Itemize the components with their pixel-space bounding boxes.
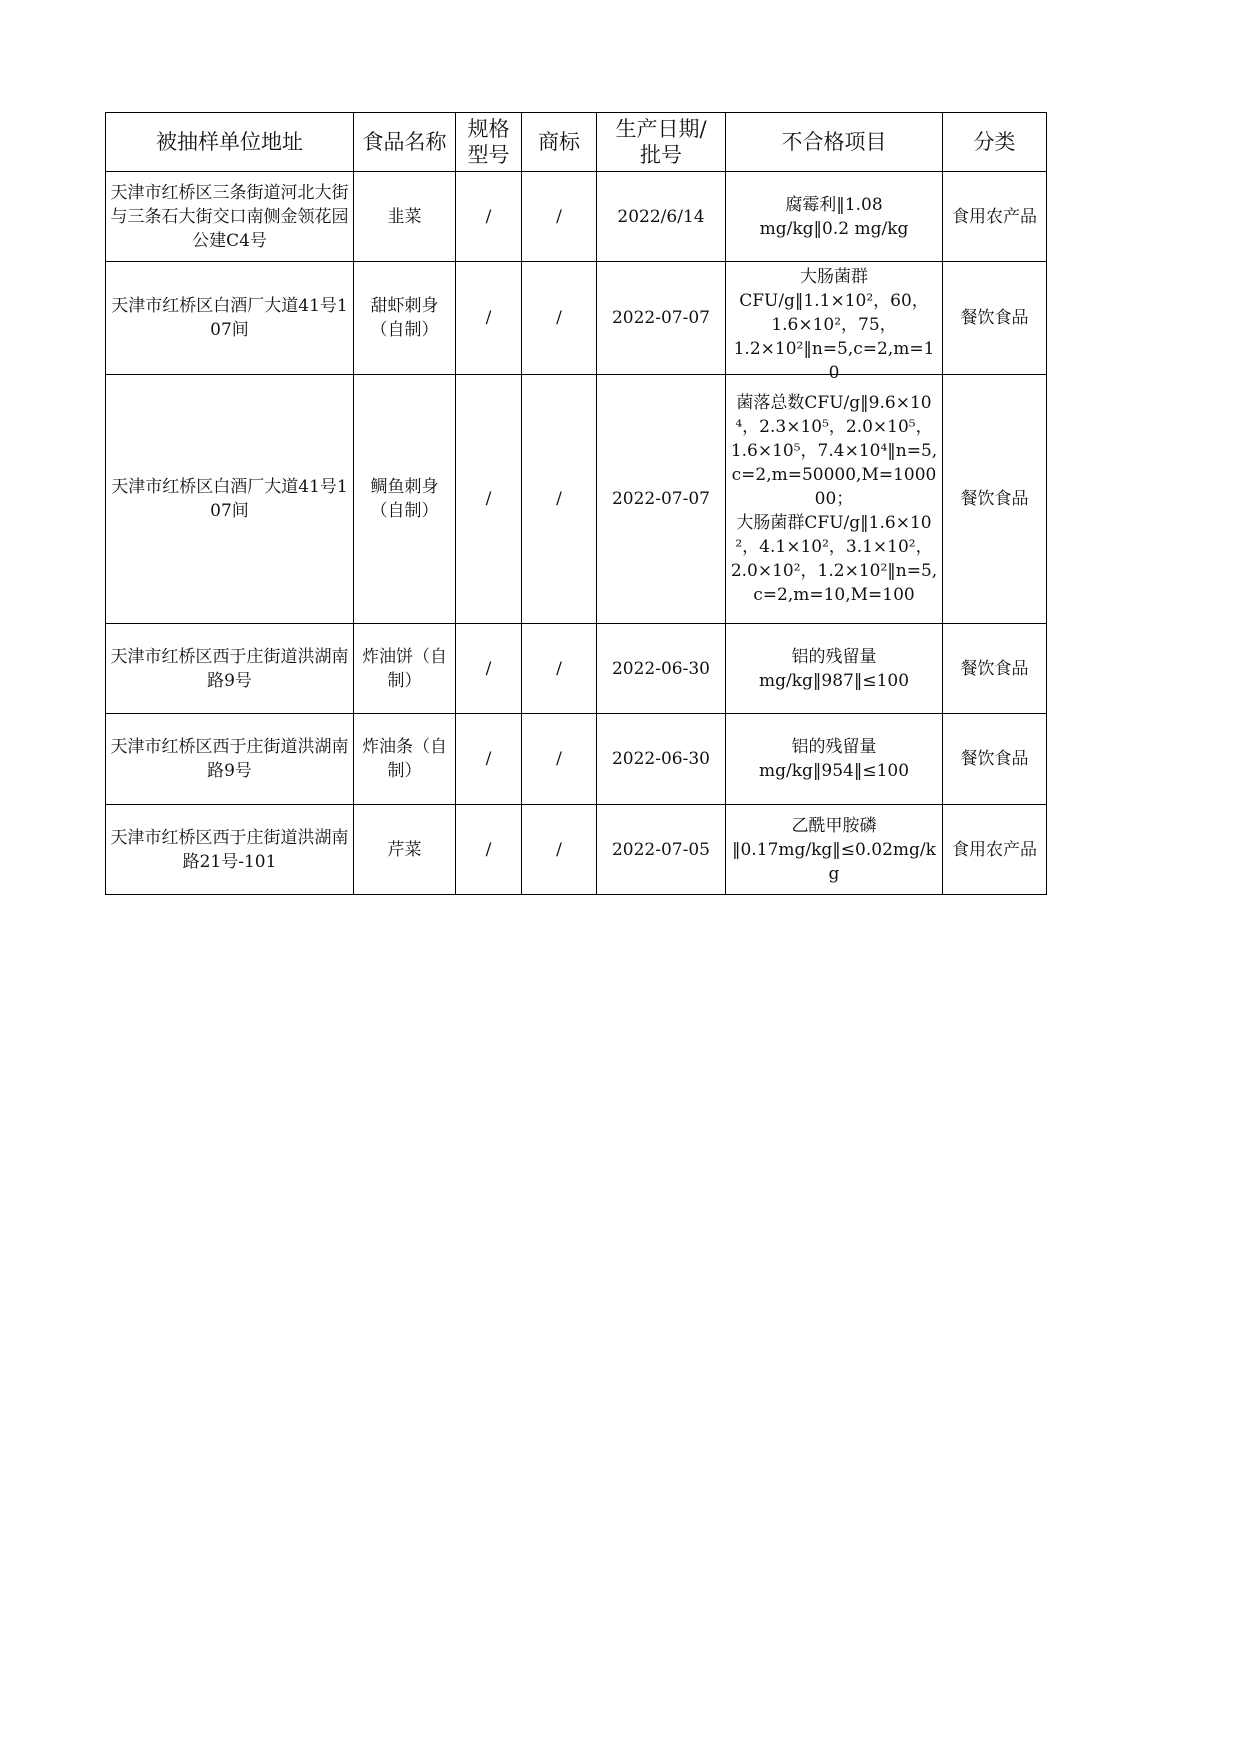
unqualified-text: 大肠菌群 CFU/g‖1.1×10²，60， 1.6×10²，75， 1.2×10²‖n=5,c=2,m=10 (733, 267, 935, 383)
cell-address: 天津市红桥区西于庄街道洪湖南路21号-101 (106, 805, 354, 895)
header-unqualified: 不合格项目 (726, 113, 943, 172)
cell-brand: / (522, 172, 597, 262)
cell-category: 餐饮食品 (943, 375, 1047, 624)
cell-spec: / (456, 714, 522, 805)
header-brand: 商标 (522, 113, 597, 172)
cell-category: 食用农产品 (943, 805, 1047, 895)
unqualified-text: 铝的残留量 mg/kg‖954‖≤100 (758, 737, 910, 781)
cell-date: 2022-06-30 (597, 714, 726, 805)
cell-date: 2022-07-07 (597, 262, 726, 375)
cell-category: 餐饮食品 (943, 714, 1047, 805)
cell-date: 2022-07-05 (597, 805, 726, 895)
cell-unqualified (726, 805, 943, 895)
spreadsheet-page (105, 112, 1047, 895)
cell-address: 天津市红桥区西于庄街道洪湖南路9号 (106, 714, 354, 805)
cell-unqualified (726, 624, 943, 714)
cell-spec: / (456, 805, 522, 895)
cell-food-name: 芹菜 (354, 805, 456, 895)
cell-date: 2022-07-07 (597, 375, 726, 624)
header-date: 生产日期/ 批号 (597, 113, 726, 172)
cell-unqualified (726, 172, 943, 262)
header-food-name: 食品名称 (354, 113, 456, 172)
cell-brand: / (522, 714, 597, 805)
header-category: 分类 (943, 113, 1047, 172)
cell-spec: / (456, 624, 522, 714)
cell-spec: / (456, 375, 522, 624)
cell-food-name: 炸油条（自制） (354, 714, 456, 805)
cell-brand: / (522, 805, 597, 895)
cell-unqualified (726, 262, 943, 383)
unqualified-food-table (105, 112, 1047, 895)
cell-unqualified (726, 375, 943, 624)
cell-spec: / (456, 172, 522, 262)
cell-category: 餐饮食品 (943, 262, 1047, 375)
cell-food-name: 鲷鱼刺身（自制） (354, 375, 456, 624)
cell-brand: / (522, 262, 597, 375)
cell-address: 天津市红桥区白酒厂大道41号107间 (106, 375, 354, 624)
table-row (106, 375, 1047, 624)
cell-category: 食用农产品 (943, 172, 1047, 262)
unqualified-text: 铝的残留量 mg/kg‖987‖≤100 (758, 646, 910, 691)
cell-brand: / (522, 624, 597, 714)
cell-address: 天津市红桥区白酒厂大道41号107间 (106, 262, 354, 375)
table-row (106, 172, 1047, 262)
cell-food-name: 韭菜 (354, 172, 456, 262)
cell-date: 2022-06-30 (597, 624, 726, 714)
header-address: 被抽样单位地址 (106, 113, 354, 172)
cell-unqualified (726, 714, 943, 805)
table-row (106, 805, 1047, 895)
cell-spec: / (456, 262, 522, 375)
cell-date: 2022/6/14 (597, 172, 726, 262)
cell-food-name: 炸油饼（自制） (354, 624, 456, 714)
cell-food-name: 甜虾刺身（自制） (354, 262, 456, 375)
unqualified-text: 菌落总数CFU/g‖9.6×10⁴，2.3×10⁵，2.0×10⁵，1.6×10⁵，7.4×10⁴‖n=5,c=2,m=50000,M=100000； 大肠菌群CFU/g‖1.6×10²，4.1×10²，3.1×10²，2.0×10²，1.2×10²‖n=5,c=2,m=10,M=100 (730, 393, 938, 605)
table-row (106, 624, 1047, 714)
cell-brand: / (522, 375, 597, 624)
cell-address: 天津市红桥区三条街道河北大街与三条石大街交口南侧金领花园公建C4号 (106, 172, 354, 262)
table-row (106, 714, 1047, 805)
cell-category: 餐饮食品 (943, 624, 1047, 714)
unqualified-text: 乙酰甲胺磷 ‖0.17mg/kg‖≤0.02mg/kg (732, 815, 936, 884)
table-row (106, 262, 1047, 375)
header-spec: 规格 型号 (456, 113, 522, 172)
header-row (106, 113, 1047, 172)
cell-address: 天津市红桥区西于庄街道洪湖南路9号 (106, 624, 354, 714)
unqualified-text: 腐霉利‖1.08 mg/kg‖0.2 mg/kg (759, 194, 909, 239)
